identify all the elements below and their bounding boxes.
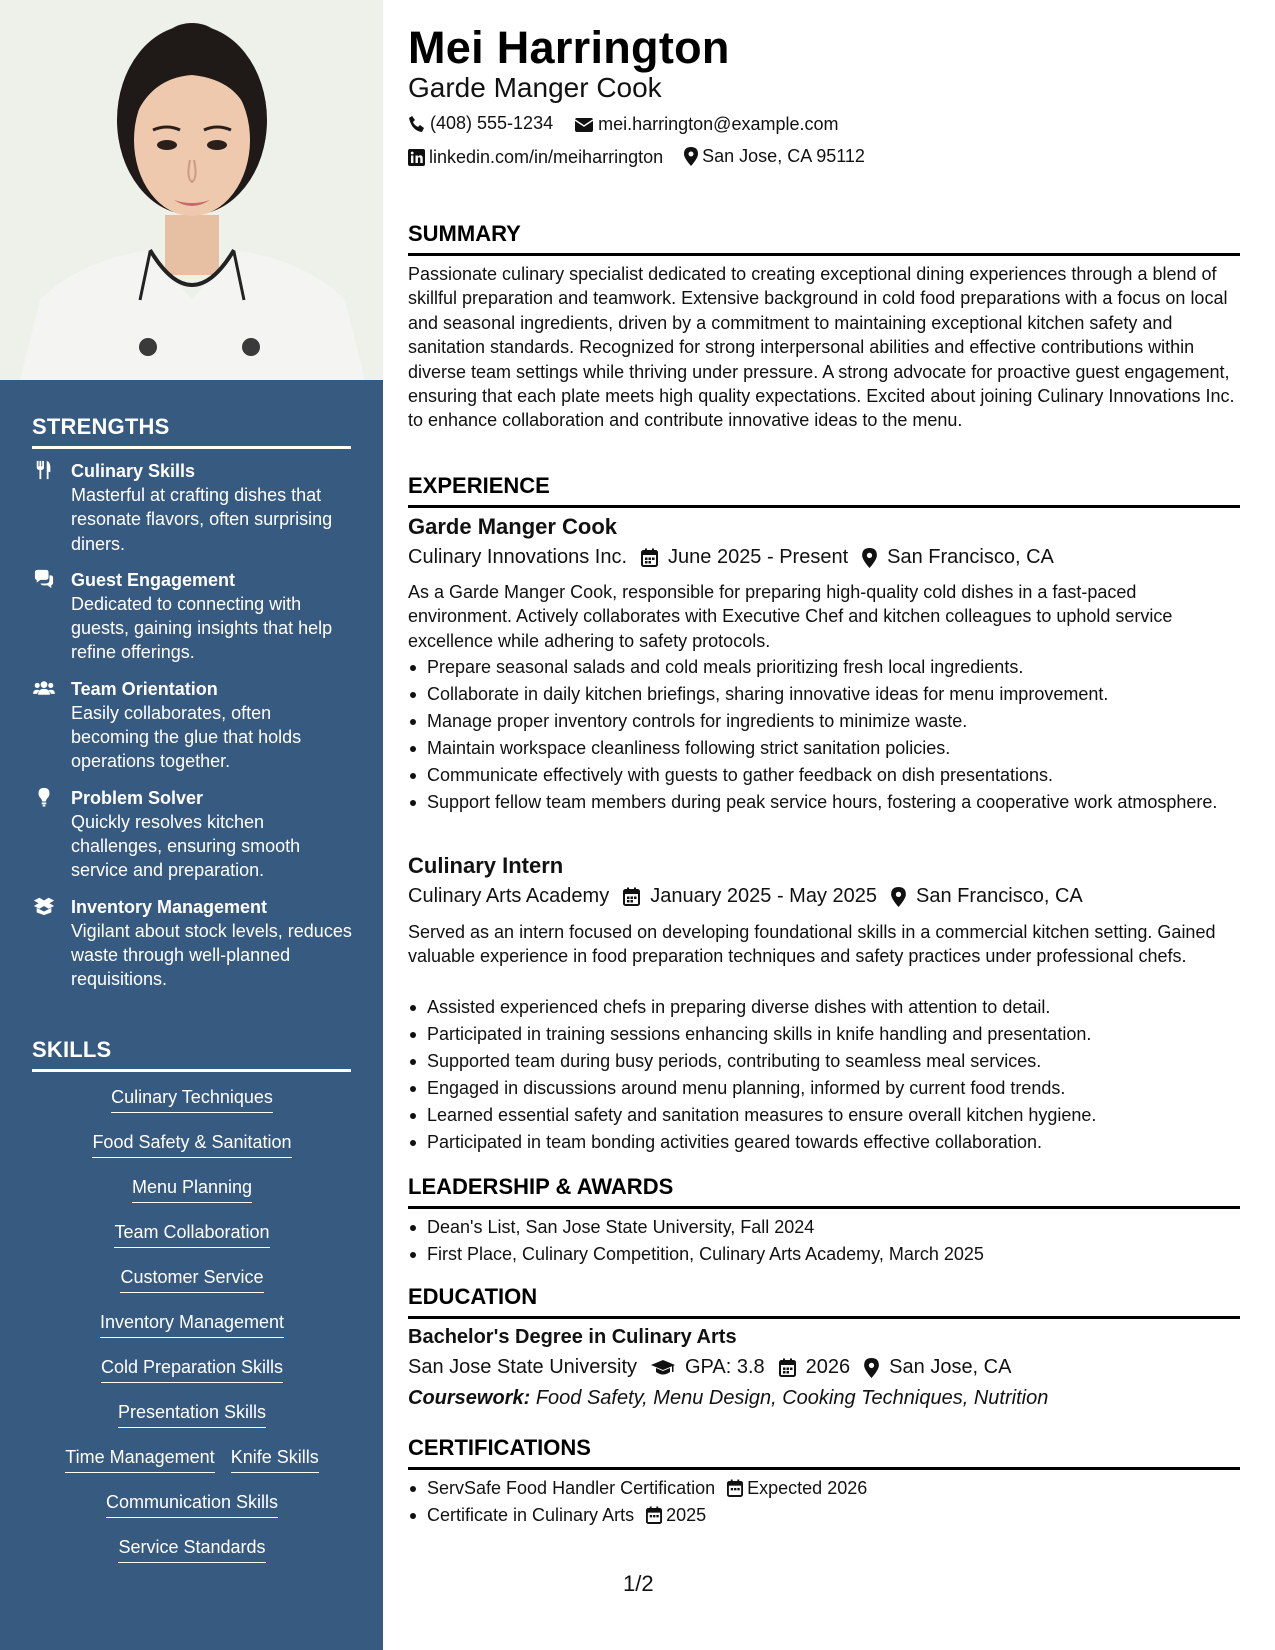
strength-title: Inventory Management	[71, 896, 268, 917]
strength-title: Team Orientation	[71, 678, 218, 699]
skill-tag: Knife Skills	[231, 1445, 319, 1473]
cert-date: Expected 2026	[747, 1478, 868, 1498]
job-bullet: Manage proper inventory controls for ingredients to minimize waste.	[408, 709, 1240, 733]
job-meta	[408, 885, 1097, 908]
job-title: Culinary Intern	[408, 853, 564, 878]
skill-tag: Customer Service	[120, 1265, 263, 1293]
boxes-icon	[33, 896, 55, 916]
award-item: First Place, Culinary Competition, Culinary Arts Academy, March 2025	[408, 1242, 1240, 1266]
strengths-list	[32, 459, 352, 1003]
award-item: Dean's List, San Jose State University, Fall 2024	[408, 1215, 1240, 1239]
sidebar	[0, 0, 383, 1650]
certifications-heading: CERTIFICATIONS	[408, 1435, 1240, 1470]
phone-contact[interactable]	[408, 113, 553, 134]
strength-item	[32, 677, 352, 774]
profile-photo	[0, 0, 383, 380]
calendar-icon	[623, 887, 640, 906]
awards-heading: LEADERSHIP & AWARDS	[408, 1174, 1240, 1209]
calendar-icon	[641, 548, 658, 567]
lightbulb-icon	[33, 787, 55, 807]
strength-item	[32, 786, 352, 883]
location-text: San Jose, CA 95112	[702, 146, 865, 166]
job-bullet: Support fellow team members during peak service hours, fostering a cooperative work atmosphere.	[408, 790, 1240, 814]
email-contact[interactable]	[574, 114, 838, 135]
job-bullet: Participated in training sessions enhancing skills in knife handling and presentation.	[408, 1022, 1240, 1046]
page-number: 1/2	[623, 1571, 654, 1596]
job-bullet: Prepare seasonal salads and cold meals prioritizing fresh local ingredients.	[408, 655, 1240, 679]
skill-tag: Menu Planning	[132, 1175, 252, 1203]
job-bullets	[408, 655, 1240, 817]
location-contact	[684, 146, 865, 167]
job-dates	[623, 885, 877, 908]
contact-line-2	[408, 146, 881, 171]
job-title: Garde Manger Cook	[408, 514, 618, 539]
certifications-list	[408, 1476, 1240, 1530]
education-coursework	[408, 1387, 1048, 1410]
linkedin-text: linkedin.com/in/meiharrington	[429, 147, 664, 167]
education-gpa-text: GPA: 3.8	[685, 1356, 765, 1378]
job-bullet: Communicate effectively with guests to gather feedback on dish presentations.	[408, 763, 1240, 787]
calendar-icon	[646, 1506, 662, 1524]
job-dates-text: January 2025 - May 2025	[650, 885, 878, 907]
strength-desc: Quickly resolves kitchen challenges, ensuring smooth service and preparation.	[71, 811, 301, 881]
job-company: Culinary Arts Academy	[408, 885, 610, 907]
coursework-label: Coursework:	[408, 1387, 531, 1409]
job-location	[862, 546, 1054, 569]
job-dates	[641, 546, 848, 569]
candidate-title: Garde Manger Cook	[408, 72, 662, 103]
utensils-icon	[33, 460, 55, 480]
skill-tag: Communication Skills	[106, 1490, 278, 1518]
skill-tag: Inventory Management	[100, 1310, 284, 1338]
job-meta	[408, 546, 1068, 569]
skill-tag: Team Collaboration	[114, 1220, 269, 1248]
cert-item	[408, 1503, 1240, 1527]
education-year	[779, 1356, 851, 1379]
cert-item	[408, 1476, 1240, 1500]
job-bullets	[408, 995, 1240, 1157]
strength-item	[32, 895, 352, 992]
map-pin-icon	[684, 147, 698, 166]
job-location-text: San Francisco, CA	[916, 885, 1083, 907]
job-dates-text: June 2025 - Present	[668, 546, 849, 568]
awards-list	[408, 1215, 1240, 1269]
strength-desc: Easily collaborates, often becoming the glue that holds operations together.	[71, 702, 302, 772]
graduation-cap-icon	[651, 1359, 675, 1376]
strength-desc: Dedicated to connecting with guests, gaining insights that help refine offerings.	[71, 593, 333, 663]
job-company: Culinary Innovations Inc.	[408, 546, 628, 568]
summary-text: Passionate culinary specialist dedicated to creating exceptional dining experiences through a blend of skillful preparation and teamwork. Extensive background in cold food preparations with a focus on local and seasonal ingredients, driven by a commitment to maintaining exceptional kitchen safety and sanitation standards. Recognized for strong interpersonal abilities and effective contributions within diverse team settings while thriving under pressure. A strong advocate for proactive guest engagement, ensuring that each plate meets high quality expectations. Excited about joining Culinary Innovations Inc. to enhance collaboration and contribute innovative ideas to the menu.	[408, 264, 1235, 431]
job-location-text: San Francisco, CA	[887, 546, 1054, 568]
skill-tag: Time Management	[65, 1445, 214, 1473]
cert-date: 2025	[666, 1505, 707, 1525]
skill-tag: Culinary Techniques	[111, 1085, 273, 1113]
strength-desc: Masterful at crafting dishes that resonate flavors, often surprising diners.	[71, 485, 333, 554]
experience-heading: EXPERIENCE	[408, 473, 1240, 508]
calendar-icon	[727, 1479, 743, 1497]
skills-heading: SKILLS	[32, 1037, 351, 1072]
education-location	[864, 1356, 1011, 1379]
job-bullet: Maintain workspace cleanliness following strict sanitation policies.	[408, 736, 1240, 760]
email-text: mei.harrington@example.com	[598, 114, 839, 134]
education-heading: EDUCATION	[408, 1284, 1240, 1319]
education-location-text: San Jose, CA	[889, 1356, 1012, 1378]
calendar-icon	[779, 1358, 796, 1377]
strengths-heading: STRENGTHS	[32, 414, 351, 449]
strength-desc: Vigilant about stock levels, reduces waste through well-planned requisitions.	[71, 920, 352, 990]
map-pin-icon	[891, 887, 906, 907]
users-icon	[33, 678, 55, 698]
coursework-text: Food Safety, Menu Design, Cooking Techniques, Nutrition	[535, 1387, 1049, 1409]
strength-title: Problem Solver	[71, 787, 204, 808]
job-description: Served as an intern focused on developing foundational skills in a commercial kitchen setting. Gained valuable experience in food preparation techniques and safety practices under professional chefs.	[408, 922, 1216, 967]
job-bullet: Collaborate in daily kitchen briefings, sharing innovative ideas for menu improvement.	[408, 682, 1240, 706]
education-year-text: 2026	[805, 1356, 851, 1378]
chat-bubbles-icon	[33, 569, 55, 589]
strength-title: Guest Engagement	[71, 569, 236, 590]
strength-item	[32, 568, 352, 665]
education-school: San Jose State University	[408, 1356, 637, 1378]
map-pin-icon	[864, 1358, 879, 1378]
skill-tag: Food Safety & Sanitation	[92, 1130, 291, 1158]
cert-name: Certificate in Culinary Arts	[427, 1505, 635, 1525]
envelope-icon	[574, 117, 594, 133]
strength-item	[32, 459, 352, 556]
job-bullet: Learned essential safety and sanitation measures to ensure overall kitchen hygiene.	[408, 1103, 1240, 1127]
phone-icon	[408, 115, 426, 133]
linkedin-icon	[408, 149, 425, 166]
candidate-name: Mei Harrington	[408, 22, 730, 73]
cert-name: ServSafe Food Handler Certification	[427, 1478, 716, 1498]
education-degree: Bachelor's Degree in Culinary Arts	[408, 1326, 737, 1348]
job-bullet: Engaged in discussions around menu planning, informed by current food trends.	[408, 1076, 1240, 1100]
contact-line-1	[408, 113, 854, 138]
job-bullet: Supported team during busy periods, contributing to seamless meal services.	[408, 1049, 1240, 1073]
education-gpa	[651, 1356, 765, 1379]
education-meta	[408, 1356, 1025, 1379]
skill-tag: Cold Preparation Skills	[101, 1355, 283, 1383]
skills-list	[32, 1085, 352, 1580]
summary-heading: SUMMARY	[408, 221, 1240, 256]
job-bullet: Assisted experienced chefs in preparing diverse dishes with attention to detail.	[408, 995, 1240, 1019]
linkedin-contact[interactable]	[408, 147, 663, 168]
skill-tag: Service Standards	[118, 1535, 265, 1563]
phone-text: (408) 555-1234	[430, 113, 554, 133]
skill-tag: Presentation Skills	[118, 1400, 266, 1428]
job-location	[891, 885, 1083, 908]
map-pin-icon	[862, 548, 877, 568]
job-bullet: Participated in team bonding activities geared towards effective collaboration.	[408, 1130, 1240, 1154]
strength-title: Culinary Skills	[71, 461, 196, 481]
job-description: As a Garde Manger Cook, responsible for preparing high-quality cold dishes in a fast-paced environment. Actively collaborates with Executive Chef and kitchen colleagues to uphold service excellence while adhering to safety protocols.	[408, 582, 1173, 651]
